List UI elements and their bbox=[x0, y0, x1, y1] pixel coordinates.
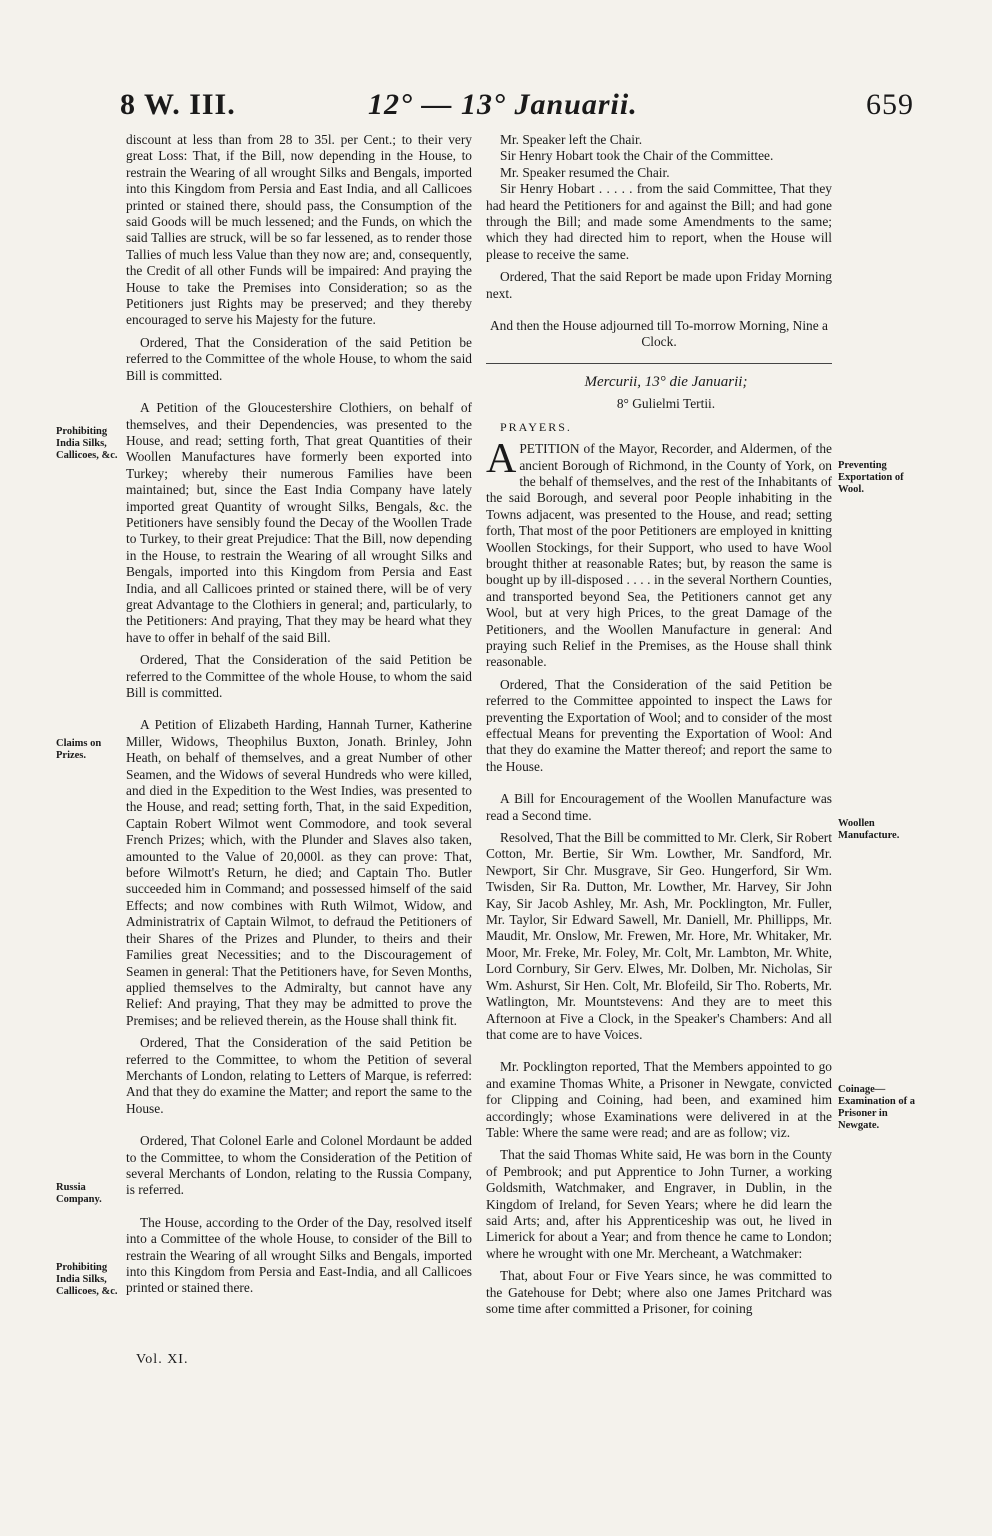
adjournment: And then the House adjourned till To-morrow Morning, Nine a Clock. bbox=[490, 318, 828, 350]
page-number: 659 bbox=[866, 88, 914, 121]
paragraph: discount at less than from 28 to 35l. per Cent.; to their very great Loss: That, if the Bill, now depending in the House, to restrain the Wearing of all wrought Silks and Bengals, imported into this Kingdom from Persia and East India, and all Callicoes printed or stained there, should pass, the Consumption of the said Goods will be much lessened; and the Funds, on which the said Tallies are struck, will be so far lessened, as to render those Tallies of much less Value than they now are; and, consequently, the Credit of all other Funds will be impaired: And praying the House to take the Premises into Consideration; so as the Petitioners just Rights may be preserved; and they thereby encouraged to serve his Majesty for the future. bbox=[126, 132, 472, 328]
right-column bbox=[486, 132, 832, 1323]
margin-note-prohibiting-silks-2: Prohibiting India Silks, Callicoes, &c. bbox=[56, 1262, 118, 1297]
paragraph: That, about Four or Five Years since, he was committed to the Gatehouse for Debt; where also one James Pritchard was some time after committed a Prisoner, for coining bbox=[486, 1268, 832, 1316]
regnal-year: 8° Gulielmi Tertii. bbox=[616, 396, 716, 412]
paragraph: Mr. Pocklington reported, That the Members appointed to go and examine Thomas White, a Prisoner in Newgate, convicted for Clipping and Coining, had been, and examined him accordingly; whose Examinations were delivered in at the Table: Where the same were read; and are as follow; viz. bbox=[486, 1059, 832, 1140]
running-head-reign: 8 W. III. bbox=[120, 88, 236, 121]
paragraph: Ordered, That the Consideration of the said Petition be referred to the Committee of the whole House, to whom the said Bill is committed. bbox=[126, 334, 472, 383]
paragraph: Ordered, That the Consideration of the said Petition be referred to the Committee appointed to inspect the Laws for preventing the Exportation of Wool; and to consider of the most effectual Means for preventing the Exportation of Wool: And that they do examine the Matter thereof; and report the same to the House. bbox=[486, 676, 832, 774]
prayers-heading: PRAYERS. bbox=[500, 419, 572, 434]
paragraph: APETITION of the Mayor, Recorder, and Aldermen, of the ancient Borough of Richmond, in the County of York, on the behalf of themselves, and the rest of the Inhabitants of the said Borough, and several poor People inhabiting in the Towns adjacent, was presented to the House, and read; setting forth, That most of the poor Petitioners are employed in knitting Woollen Stockings, for their Support, who used to have Wool brought thither at reasonable Rates; but, by reason the same is bought up by ill-disposed . . . . in the several Northern Counties, and transported beyond Sea, the Petitioners cannot get any Wool, but at very high Prices, to the great Damage of the Petitioners, and the Woollen Manufacture in general: And praying such Relief in the Premises, as the House shall think reasonable. bbox=[486, 436, 832, 670]
volume-signature: Vol. XI. bbox=[136, 1352, 189, 1367]
paragraph: That the said Thomas White said, He was born in the County of Pembrook; and put Apprentice to John Turner, a working Goldsmith, Watchmaker, and Engraver, in Dublin, in the Kingdom of Ireland, for Seven Years; where he did learn the said Arts; and, after his Apprenticeship was out, he lived in Limerick for about a Year; and from thence he came to London; where he wrought with one Mr. Mercheant, a Watchmaker: bbox=[486, 1147, 832, 1261]
drop-cap: A bbox=[486, 436, 517, 483]
paragraph: Ordered, That the Consideration of the said Petition be referred to the Committee, to whom the Petition of several Merchants of London, relating to Letters of Marque, is referred: And that they do examine the Matter; and report the same to the House. bbox=[126, 1035, 472, 1116]
margin-note-russia-company: Russia Company. bbox=[56, 1182, 102, 1205]
margin-note-preventing-exportation: Preventing Exportation of Wool. bbox=[838, 460, 904, 495]
paragraph: A Petition of the Gloucestershire Clothiers, on behalf of themselves, and their Dependencies, was presented to the House, and read; setting forth, That great Quantities of their Woollen Manufactures have formerly been exported into Turkey; whereby their numerous Families have been maintained; but, since the East India Company have lately imported great Quantity of wrought Silks, Bengals, &c. the Petitioners have sensibly found the Decay of the Woollen Trade to Turkey, to their great Prejudice: That the Bill, now depending in the House, to restrain the Wearing of all wrought Silks and Bengals, imported into this Kingdom from Persia and East India, and all Callicoes printed or stained there, will be of very great Advantage to the Clothiers in general; and, particularly, to the Petitioners: And praying, That they may be heard what they have to offer in behalf of the said Bill. bbox=[126, 400, 472, 645]
margin-note-prohibiting-silks: Prohibiting India Silks, Callicoes, &c. bbox=[56, 426, 118, 461]
margin-note-woollen-manufacture: Woollen Manufacture. bbox=[838, 818, 900, 841]
margin-note-claims-on-prizes: Claims on Prizes. bbox=[56, 738, 102, 761]
left-column bbox=[126, 132, 472, 1303]
paragraph: Ordered, That the Consideration of the said Petition be referred to the Committee of the whole House, to whom the said Bill is committed. bbox=[126, 652, 472, 700]
paragraph: Mr. Speaker resumed the Chair. bbox=[500, 164, 670, 180]
paragraph: The House, according to the Order of the Day, resolved itself into a Committee of the whole House, to consider of the Bill to restrain the Wearing of all wrought Silks and Bengals, imported into this Kingdom from Persia and East-India, and all Callicoes printed or stained there. bbox=[126, 1214, 472, 1296]
day-heading: Mercurii, 13° die Januarii; bbox=[584, 373, 748, 390]
paragraph: Sir Henry Hobart took the Chair of the Committee. bbox=[500, 148, 774, 164]
section-divider bbox=[486, 363, 832, 364]
paragraph: Mr. Speaker left the Chair. bbox=[500, 132, 643, 147]
paragraph: Resolved, That the Bill be committed to Mr. Clerk, Sir Robert Cotton, Mr. Bertie, Sir Wm. Lowther, Mr. Sandford, Mr. Newport, Sir Chr. Musgrave, Sir Geo. Hungerford, Sir Wm. Twisden, Sir Ra. Dutton, Mr. Lowther, Mr. Harvey, Sir John Kay, Sir Jacob Ashley, Mr. Ash, Mr. Pocklington, Mr. Fuller, Mr. Taylor, Sir Edward Sawell, Mr. Daniell, Mr. Phillipps, Mr. Maudit, Mr. Onslow, Mr. Frewen, Mr. Hore, Mr. Whitaker, Mr. Moor, Mr. Freke, Mr. Foley, Mr. Colt, Mr. Lambton, Mr. White, Lord Cornbury, Sir Gerv. Elwes, Mr. Dolben, Mr. Nicholas, Sir Wm. Ashurst, Sir Hen. Colt, Mr. Blofeild, Sir Tho. Roberts, Mr. Watlington, Mr. Mountstevens: And they are to meet this Afternoon at Five a Clock, in the Speaker's Chambers: And all that come are to have Voices. bbox=[486, 830, 832, 1042]
margin-note-coinage: Coinage— Examination of a Prisoner in Newgate. bbox=[838, 1084, 916, 1131]
paragraph: Ordered, That the said Report be made upon Friday Morning next. bbox=[486, 269, 832, 301]
paragraph: Ordered, That Colonel Earle and Colonel Mordaunt be added to the Committee, to whom the Consideration of the Petition of several Merchants of London, relating to the Russia Company, is referred. bbox=[126, 1133, 472, 1198]
paragraph: A Bill for Encouragement of the Woollen Manufacture was read a Second time. bbox=[486, 791, 832, 823]
running-head-date: 12° — 13° Januarii. bbox=[368, 88, 638, 121]
paragraph: A Petition of Elizabeth Harding, Hannah Turner, Katherine Miller, Widows, Theophilus Buxton, Jonath. Brinley, John Heath, on behalf of themselves, and a great Number of other Seamen, and the Widows of several Hundreds who were killed, and died in the Expedition to the West Indies, was presented to the House, and read; setting forth, That, in the said Expedition, Captain Robert Wilmot went Commodore, and took several French Prizes; which, with the Plunder and Slaves also taken, amounted to the Value of 20,000l. as they can prove: That, before Wilmott's Return, he died; and Captain Tho. Butler succeeded him in Command; and possessed himself of the said Effects; and now combines with Ruth Wilmot, Widow, and Administratrix of Captain Wilmot, to defraud the Petitioners of their Shares of the Prizes and Plunder, to theirs and their Families great Necessities; and to the Discouragement of Seamen in general: That the Petitioners have, for Seven Months, applied themselves to the Admiralty, but cannot have any Relief: And praying, That they may be admitted to prove the Premises; and be relieved therein, as the House shall think fit. bbox=[126, 717, 472, 1028]
paragraph: Sir Henry Hobart . . . . . from the said Committee, That they had heard the Petitioners for and against the Bill; and had gone through the Bill; and made some Amendments to the same; which they had directed him to report, when the House will please to receive the same. bbox=[486, 181, 832, 262]
